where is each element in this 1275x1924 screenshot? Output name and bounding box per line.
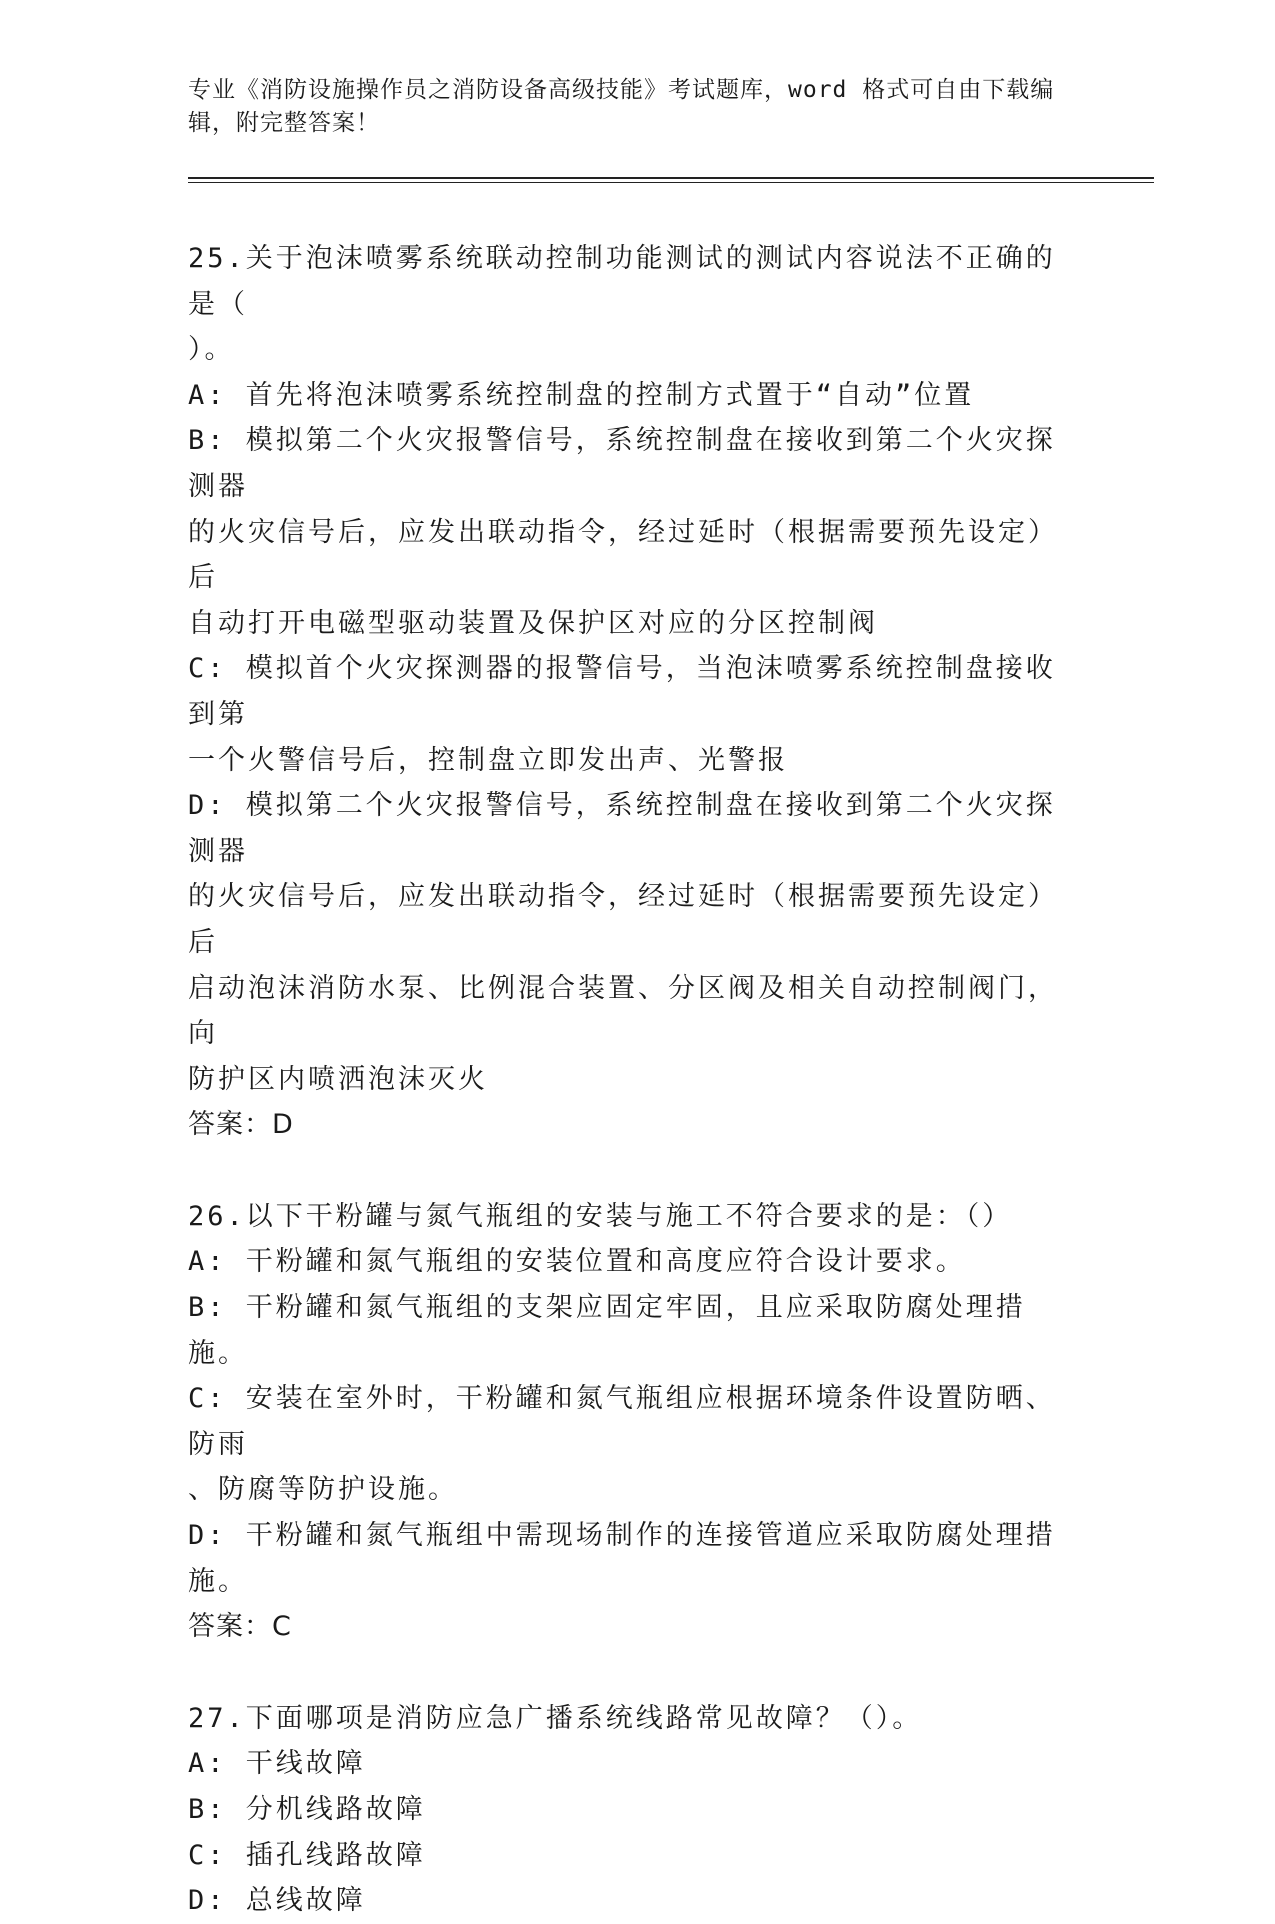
option-d: D: 总线故障 xyxy=(188,1885,366,1917)
header-line-1: 专业《消防设施操作员之消防设备高级技能》考试题库，word 格式可自由下载编 xyxy=(188,77,1055,103)
option-a: A: 首先将泡沫喷雾系统控制盘的控制方式置于“自动”位置 xyxy=(188,379,975,411)
option-d-continued: 启动泡沫消防水泵、比例混合装置、分区阀及相关自动控制阀门，向 xyxy=(188,972,1058,1050)
header-line-2: 辑，附完整答案！ xyxy=(188,110,380,136)
answer-label: 答案：D xyxy=(188,1109,294,1141)
question-stem-line: 25.关于泡沫喷雾系统联动控制功能测试的测试内容说法不正确的是（ xyxy=(188,243,1056,320)
option-b-continued: 的火灾信号后，应发出联动指令，经过延时（根据需要预先设定）后 xyxy=(188,516,1058,594)
option-c: C: 模拟首个火灾探测器的报警信号，当泡沫喷雾系统控制盘接收到第 xyxy=(188,653,1056,730)
option-b-continued: 自动打开电磁型驱动装置及保护区对应的分区控制阀 xyxy=(188,607,878,639)
question-list xyxy=(188,236,1068,1924)
option-d-continued: 的火灾信号后，应发出联动指令，经过延时（根据需要预先设定）后 xyxy=(188,881,1058,958)
option-a: A: 干粉罐和氮气瓶组的安装位置和高度应符合设计要求。 xyxy=(188,1246,966,1278)
answer-label: 答案：C xyxy=(188,1611,292,1643)
question-stem-line: 26.以下干粉罐与氮气瓶组的安装与施工不符合要求的是：（） xyxy=(188,1200,1013,1232)
option-b: B: 模拟第二个火灾报警信号，系统控制盘在接收到第二个火灾探测器 xyxy=(188,425,1056,502)
option-b: B: 干粉罐和氮气瓶组的支架应固定牢固，且应采取防腐处理措施。 xyxy=(188,1292,1026,1369)
option-c-continued: 一个火警信号后，控制盘立即发出声、光警报 xyxy=(188,744,788,776)
question-27 xyxy=(188,1696,1068,1924)
question-stem-line: 27.下面哪项是消防应急广播系统线路常见故障？（）。 xyxy=(188,1702,923,1734)
option-d-continued: 防护区内喷洒泡沫灭火 xyxy=(188,1063,488,1095)
question-stem-line: ）。 xyxy=(188,334,235,366)
question-25 xyxy=(188,236,1068,1148)
option-c: C: 插孔线路故障 xyxy=(188,1839,426,1871)
option-d: D: 模拟第二个火灾报警信号，系统控制盘在接收到第二个火灾探测器 xyxy=(188,790,1056,867)
document-header xyxy=(188,74,1068,140)
option-a: A: 干线故障 xyxy=(188,1748,366,1780)
question-26 xyxy=(188,1194,1068,1650)
option-d: D: 干粉罐和氮气瓶组中需现场制作的连接管道应采取防腐处理措施。 xyxy=(188,1520,1056,1597)
option-c-continued: 、防腐等防护设施。 xyxy=(188,1474,458,1506)
option-b: B: 分机线路故障 xyxy=(188,1794,426,1825)
option-c: C: 安装在室外时，干粉罐和氮气瓶组应根据环境条件设置防晒、防雨 xyxy=(188,1383,1056,1460)
header-divider-thick xyxy=(188,177,1154,179)
header-divider-thin xyxy=(188,182,1154,183)
